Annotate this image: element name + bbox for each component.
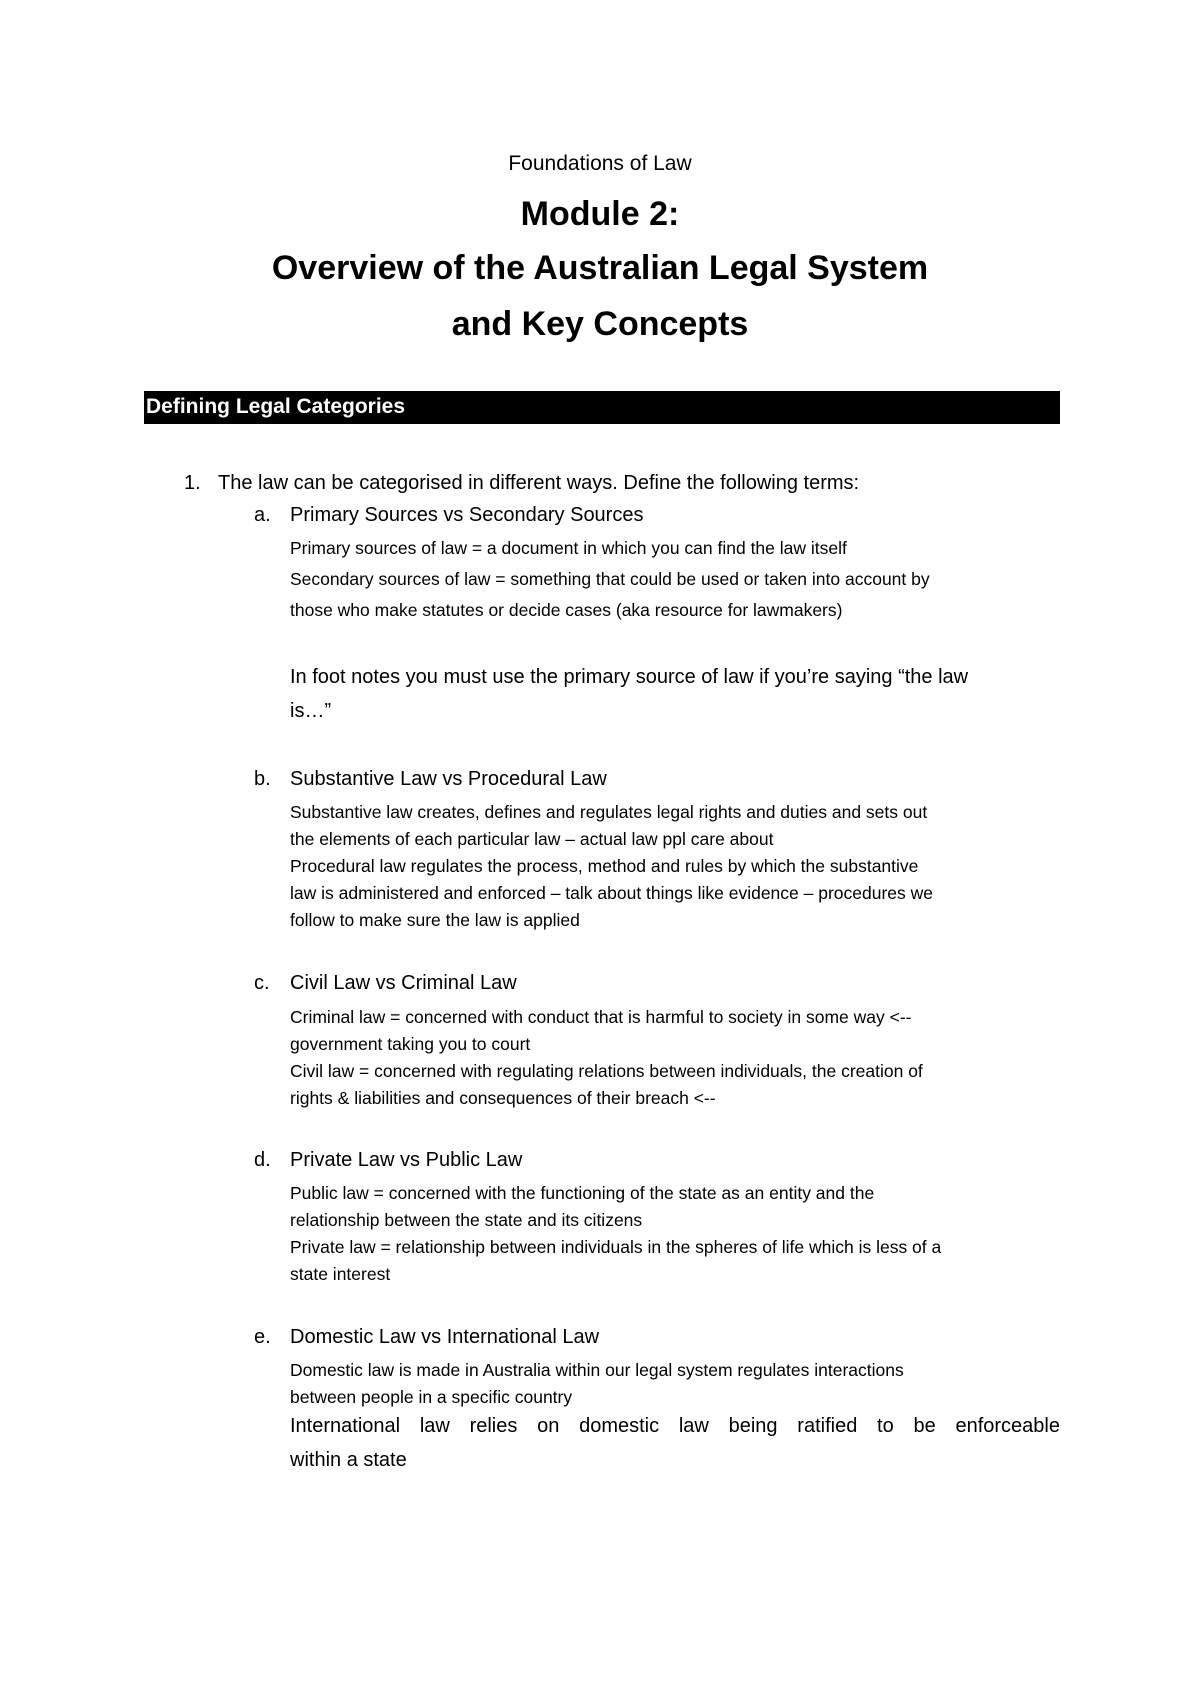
document-title-line-1: Overview of the Australian Legal System <box>271 249 929 287</box>
item-e-letter: e. <box>254 1326 271 1348</box>
item-c-line-1: Criminal law = concerned with conduct that is harmful to society in some way <-- <box>290 1007 912 1027</box>
item-d-letter: d. <box>254 1149 271 1171</box>
question-number: 1. <box>184 472 201 494</box>
item-a-extra-line-2: is…” <box>290 700 332 722</box>
item-e-extra-line-1: International law relies on domestic law being ratified to be enforceable <box>290 1415 1060 1437</box>
item-b-line-3: Procedural law regulates the process, method and rules by which the substantive <box>290 856 919 876</box>
item-a-letter: a. <box>254 504 271 526</box>
item-c-line-2: government taking you to court <box>290 1034 531 1054</box>
item-c-heading: Civil Law vs Criminal Law <box>290 972 517 994</box>
item-b-heading: Substantive Law vs Procedural Law <box>290 768 607 790</box>
item-d-line-4: state interest <box>290 1264 391 1284</box>
item-a-line-2: Secondary sources of law = something that could be used or taken into account by <box>290 569 930 589</box>
document-title-line-2: and Key Concepts <box>451 305 749 343</box>
course-title: Foundations of Law <box>508 152 692 175</box>
item-d-line-2: relationship between the state and its citizens <box>290 1210 643 1230</box>
question-text: The law can be categorised in different ways. Define the following terms: <box>218 472 860 494</box>
item-e-line-1: Domestic law is made in Australia within our legal system regulates interactions <box>290 1360 904 1380</box>
module-heading: Module 2: <box>520 195 680 233</box>
item-d-heading: Private Law vs Public Law <box>290 1149 523 1171</box>
section-title: Defining Legal Categories <box>146 395 406 418</box>
item-b-line-2: the elements of each particular law – actual law ppl care about <box>290 829 774 849</box>
item-e-heading: Domestic Law vs International Law <box>290 1326 600 1348</box>
item-b-line-1: Substantive law creates, defines and regulates legal rights and duties and sets out <box>290 802 928 822</box>
item-c-line-3: Civil law = concerned with regulating relations between individuals, the creation of <box>290 1061 923 1081</box>
item-e-line-2: between people in a specific country <box>290 1387 573 1407</box>
item-a-line-3: those who make statutes or decide cases (aka resource for lawmakers) <box>290 600 843 620</box>
item-a-heading: Primary Sources vs Secondary Sources <box>290 504 644 526</box>
item-a-extra-line-1: In foot notes you must use the primary source of law if you’re saying “the law <box>290 666 969 688</box>
item-c-letter: c. <box>254 972 270 994</box>
item-c-line-4: rights & liabilities and consequences of their breach <-- <box>290 1088 716 1108</box>
item-b-line-4: law is administered and enforced – talk about things like evidence – procedures we <box>290 883 934 903</box>
item-e-extra-line-2: within a state <box>290 1449 407 1471</box>
item-a-line-1: Primary sources of law = a document in which you can find the law itself <box>290 538 847 558</box>
item-b-line-5: follow to make sure the law is applied <box>290 910 580 930</box>
item-d-line-3: Private law = relationship between individuals in the spheres of life which is less of a <box>290 1237 942 1257</box>
item-b-letter: b. <box>254 768 271 790</box>
item-d-line-1: Public law = concerned with the functioning of the state as an entity and the <box>290 1183 875 1203</box>
